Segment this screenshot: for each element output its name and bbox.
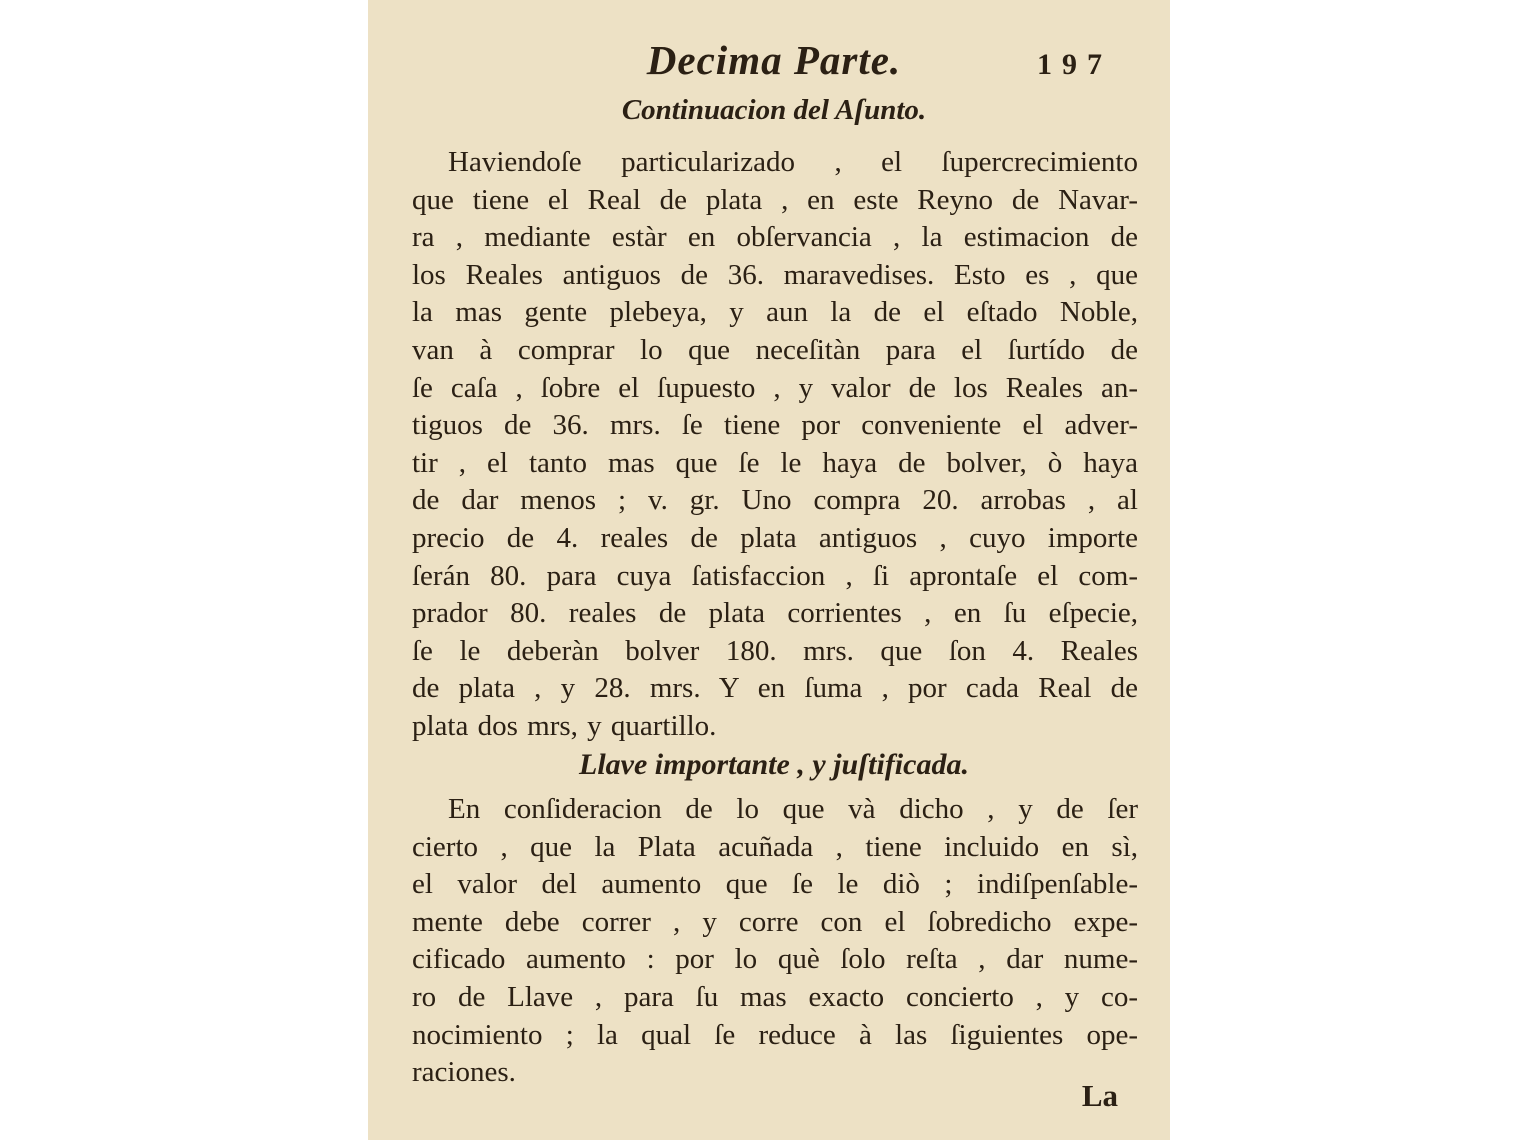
text-line: nocimiento ; la qual ſe reduce à las ſiguientes ope- [412, 1018, 1138, 1051]
text-line: En conſideracion de lo que và dicho , y de ſer [448, 793, 1138, 825]
page-header [412, 36, 1136, 88]
section-heading: Llave importante , y juſtificada. [579, 748, 969, 781]
text-line: ſe caſa , ſobre el ſupuesto , y valor de los Reales an- [412, 371, 1138, 404]
text-line: ro de Llave , para ſu mas exacto concierto , y co- [412, 980, 1138, 1013]
text-line: cierto , que la Plata acuñada , tiene incluido en sì, [412, 830, 1138, 863]
text-line: de plata , y 28. mrs. Y en ſuma , por cada Real de [412, 672, 1138, 705]
chapter-subheading: Continuacion del Aſunto. [621, 94, 927, 126]
text-line: raciones. [412, 1056, 516, 1089]
text-line: el valor del aumento que ſe le diò ; indiſpenſable- [412, 868, 1138, 901]
text-line: ſe le deberàn bolver 180. mrs. que ſon 4. Reales [412, 634, 1138, 667]
catchword: La [1081, 1078, 1118, 1113]
page-number: 197 [1037, 48, 1112, 81]
text-line: ſerán 80. para cuya ſatisfaccion , ſi aprontaſe el com- [412, 559, 1138, 592]
book-page [368, 0, 1170, 1140]
text-line: tiguos de 36. mrs. ſe tiene por conveniente el adver- [412, 409, 1138, 442]
text-line: Haviendoſe particularizado , el ſupercrecimiento [448, 146, 1138, 178]
text-line: mente debe correr , y corre con el ſobredicho expe- [412, 905, 1138, 938]
text-line: tir , el tanto mas que ſe le haya de bolver, ò haya [412, 446, 1138, 479]
text-line: prador 80. reales de plata corrientes , en ſu eſpecie, [412, 597, 1138, 630]
text-line: de dar menos ; v. gr. Uno compra 20. arrobas , al [412, 484, 1138, 517]
text-line: ra , mediante estàr en obſervancia , la estimacion de [412, 221, 1138, 254]
paragraph-1 [412, 144, 1138, 746]
text-line: que tiene el Real de plata , en este Reyno de Navar- [412, 183, 1138, 216]
text-line: la mas gente plebeya, y aun la de el eſtado Noble, [412, 296, 1138, 329]
text-line: precio de 4. reales de plata antiguos , cuyo importe [412, 521, 1138, 554]
paragraph-2 [412, 791, 1138, 1092]
text-line: los Reales antiguos de 36. maravedises. Esto es , que [412, 258, 1138, 291]
text-line: plata dos mrs, y quartillo. [412, 709, 717, 742]
text-line: van à comprar lo que neceſitàn para el ſurtído de [412, 333, 1138, 366]
text-line: cificado aumento : por lo què ſolo reſta , dar nume- [412, 943, 1138, 976]
running-title: Decima Parte. [646, 37, 902, 83]
